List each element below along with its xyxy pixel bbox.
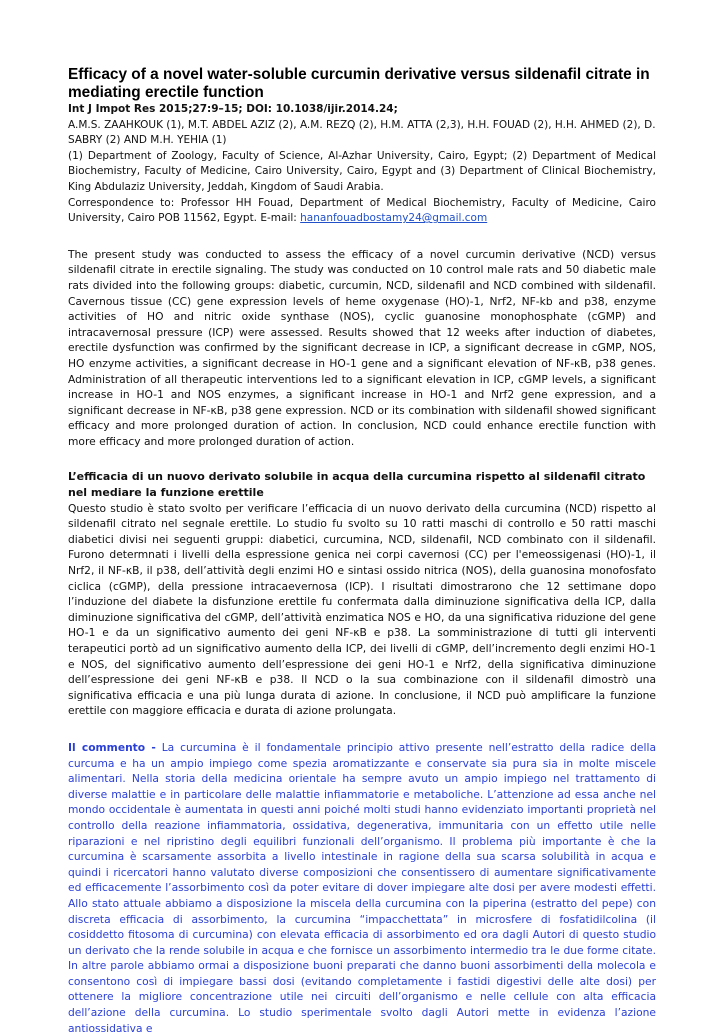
- document-page: [68, 66, 656, 1036]
- comment-section: [68, 740, 656, 1036]
- citation-line: Int J Impot Res 2015;27:9–15; DOI: 10.1038/ijir.2014.24;: [68, 103, 398, 115]
- abstract-english: The present study was conducted to assess the efficacy of a novel curcumin derivative (NCD) versus sildenafil citrate in erectile signaling. The study was conducted on 10 control male rats and 50 diabetic male rats divided into the following groups: diabetic, curcumin, NCD, sildenafil and NCD combined with sildenafil. Cavernous tissue (CC) gene expression levels of heme oxygenase (HO)-1, Nrf2, NF-kb and p38, enzyme activities of HO and nitric oxide synthase (NOS), cyclic guanosine monophosphate (cGMP) and intracavernosal pressure (ICP) were assessed. Results showed that 12 weeks after induction of diabetes, erectile dysfunction was confirmed by the significant decrease in ICP, a significant decrease in cGMP, NOS, HO enzyme activities, a significant decrease in HO-1 gene and a significant elevation of NF-κB, p38 genes. Administration of all therapeutic interventions led to a significant elevation in ICP, cGMP levels, a significant increase in HO-1 and NOS enzymes, a significant increase in HO-1 and Nrf2 gene expression, and a significant decrease in NF-κB, p38 gene expression. NCD or its combination with sildenafil showed significant efficacy and more prolonged duration of action. In conclusion, NCD could enhance erectile function with more efficacy and more prolonged duration of action.: [68, 247, 656, 448]
- article-title: Efficacy of a novel water-soluble curcumin derivative versus sildenafil citrate in mediating erectile function: [68, 66, 650, 101]
- email-link[interactable]: hananfouadbostamy24@gmail.com: [300, 212, 488, 225]
- authors-line: A.M.S. ZAAHKOUK (1), M.T. ABDEL AZIZ (2), A.M. REZQ (2), H.M. ATTA (2,3), H.H. FOUAD (2), H.H. AHMED (2), D. SABRY (2) AND M.H. YEHIA (1): [68, 118, 656, 147]
- correspondence-text: Correspondence to: Professor HH Fouad, Department of Medical Biochemistry, Faculty of Medicine, Cairo University, Cairo POB 11562, Egypt. E-mail:: [68, 196, 656, 225]
- comment-label: Il commento -: [68, 740, 156, 754]
- correspondence: [68, 196, 656, 227]
- italian-title: L’efficacia di un nuovo derivato solubile in acqua della curcumina rispetto al sildenafil citrato nel mediare la funzione erettile: [68, 470, 646, 500]
- comment-body: La curcumina è il fondamentale principio attivo presente nell’estratto della radice della curcuma e ha un ampio impiego come spezia aromatizzante e conservate sia pura sia in molte miscele alimentari. Nella storia della medicina orientale ha sempre avuto un ampio impiego nel trattamento di diverse malattie e in particolare delle malattie infiammatorie e metaboliche. L’attenzione ad essa anche nel mondo occidentale è aumentata in questi anni poiché molti studi hanno evidenziato importanti proprietà nel controllo della reazione infiammatoria, ossidativa, degenerativa, immunitaria con un effetto utile nelle riparazioni e nel ripristino degli equilibri funzionali dell’organismo. Il problema più importante è che la curcumina è scarsamente assorbita a livello intestinale in ragione della sua scarsa solubilità in acqua e quindi i ricercatori hanno valutato diverse composizioni che consentissero di aumentare significativamente ed efficacemente l’assorbimento così da poter evitare di dover impiegare alte dosi per avere modesti effetti. Allo stato attuale abbiamo a disposizione la miscela della curcumina con la piperina (estratto del pepe) con discreta efficacia di assorbimento, la curcumina “impacchettata” in microsfere di fosfatidilcolina (il cosiddetto fitosoma di curcumina) con elevata efficacia di assorbimento ed ora dagli Autori di questo studio un derivato che la rende solubile in acqua e che fornisce un assorbimento intermedio tra le due forme citate. In altre parole abbiamo ormai a disposizione buoni preparati che danno buoni assorbimenti della molecola e consentono così di impiegare bassi dosi (evitando completamente i fastidi digestivi delle alte dosi) per ottenere la migliore concentrazione utile nei circuiti dell’organismo e nelle cellule con alta efficacia dell’azione della curcumina. Lo studio sperimentale svolto dagli Autori mette in evidenza l’azione antiossidativa e: [68, 740, 657, 1035]
- abstract-italian: Questo studio è stato svolto per verificare l’efficacia di un nuovo derivato della curcumina (NCD) rispetto al sildenafil citrato nel segnale erettile. Lo studio fu svolto su 10 ratti maschi di controllo e 50 ratti maschi diabetici divisi nei seguenti gruppi: diabetici, curcumina, NCD, sildenafil, NCD combinato con il sildenafil. Furono determnati i livelli della espressione genica nei corpi cavernosi (CC) per l'emeossigenasi (HO)-1, il Nrf2, il NF-κB, il p38, dell’attività degli enzimi HO e sintasi ossido nitrica (NOS), della guanosina monofosfato ciclica (cGMP), della pressione intracaevernosa (ICP). I risultati dimostrarono che 12 settimane dopo l’induzione del diabete la disfunzione erettile fu confermata dalla diminuzione significativa della ICP, dalla diminuzione significativa del cGMP, dell’attività enzimatica NOS e HO, da una significativa riduzione del gene HO-1 e da un significativo aumento dei geni NF-κB e p38. La somministrazione di tutti gli interventi terapeutici portò ad un significativo aumento della ICP, dei livelli di cGMP, dell’incremento degli enzimi HO-1 e NOS, del significativo aumento dell’espressione dei geni HO-1 e Nrf2, della significativa diminuzione dell’espressione dei geni NF-κB e p38. Il NCD o la sua combinazione con il sildenafil dimostrò una significativa efficacia e una più lunga durata di azione. In conclusione, il NCD può amplificare la funzione erettile con maggiore efficacia e durata di azione prolungata.: [68, 501, 656, 718]
- affiliations: (1) Department of Zoology, Faculty of Science, Al-Azhar University, Cairo, Egypt; (2) Department of Medical Biochemistry, Faculty of Medicine, Cairo University, Cairo, Egypt and (3) Department of Clinical Biochemistry, King Abdulaziz University, Jeddah, Kingdom of Saudi Arabia.: [68, 149, 656, 193]
